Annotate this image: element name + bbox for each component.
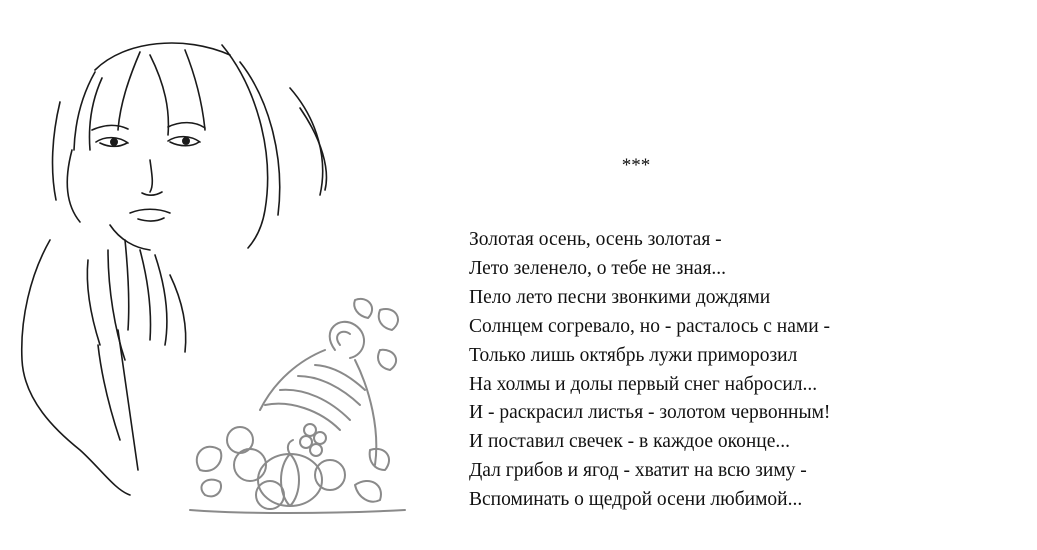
poem-title-mark: *** <box>621 155 651 176</box>
poem-line: И поставил свечек - в каждое оконце... <box>469 431 791 453</box>
cornucopia-harvest-icon <box>180 290 410 520</box>
poem-line: Солнцем согревало, но - расталось с нами - <box>469 315 831 337</box>
poem-line: И - раскрасил листья - золотом червонным! <box>469 402 831 424</box>
poem-line: Лето зеленело, о тебе не зная... <box>469 257 727 279</box>
poem <box>469 152 1009 515</box>
illustration <box>0 0 440 550</box>
poem-line: На холмы и долы первый снег набросил... <box>469 373 818 395</box>
poem-line: Только лишь октябрь лужи приморозил <box>469 344 798 366</box>
poem-lines <box>469 226 1009 515</box>
poem-line: Пело лето песни звонкими дождями <box>469 286 771 308</box>
poem-line: Вспоминать о щедрой осени любимой... <box>469 489 803 511</box>
poem-line: Золотая осень, осень золотая - <box>469 229 722 250</box>
poem-line: Дал грибов и ягод - хватит на всю зиму - <box>469 460 807 482</box>
